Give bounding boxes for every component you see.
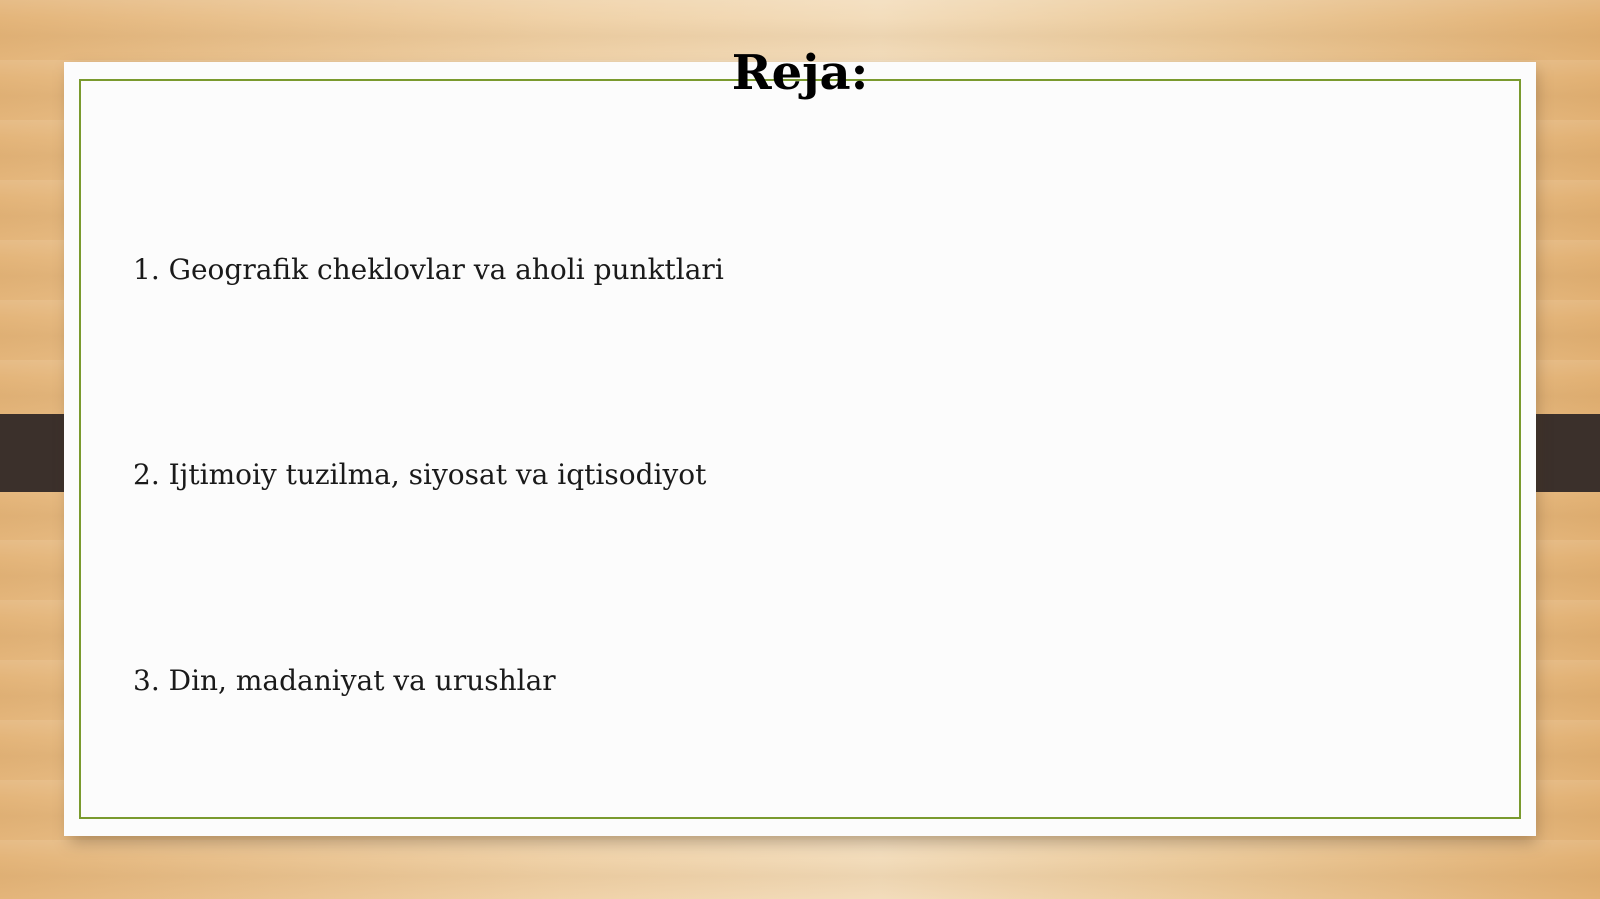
slide-title: Reja: xyxy=(731,45,869,101)
plan-item-1: 1. Geografik cheklovlar va aholi punktlari xyxy=(133,253,724,286)
plan-item-2: 2. Ijtimoiy tuzilma, siyosat va iqtisodiyot xyxy=(133,458,707,491)
card-frame-border xyxy=(79,79,1521,819)
plan-item-3: 3. Din, madaniyat va urushlar xyxy=(133,664,556,697)
